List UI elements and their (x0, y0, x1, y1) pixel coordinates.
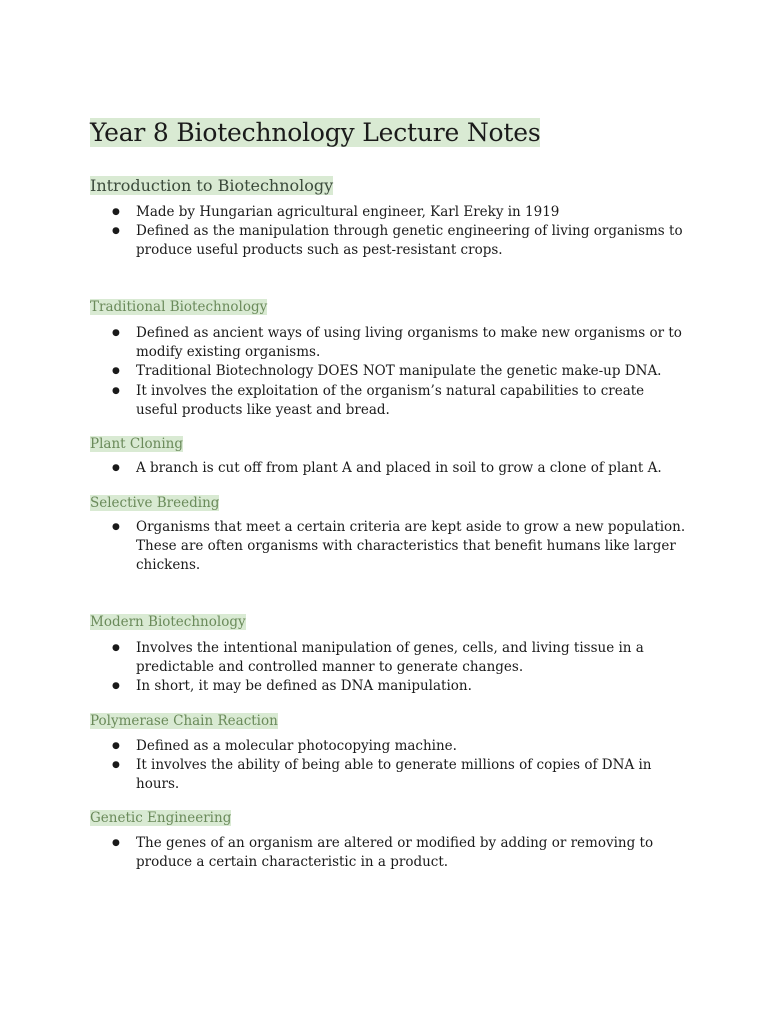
document-title: Year 8 Biotechnology Lecture Notes (90, 118, 541, 147)
list-item: ● Defined as ancient ways of using living organisms to make new organisms or to modify existing organisms. (90, 324, 690, 362)
list-item: ● Organisms that meet a certain criteria are kept aside to grow a new population. These are often organisms with characteristics that benefit humans like larger chickens. (90, 518, 690, 576)
list-introduction (90, 203, 690, 261)
list-plant-cloning (90, 459, 690, 478)
heading-genetic-engineering: Genetic Engineering (90, 810, 232, 826)
list-item: ● Traditional Biotechnology DOES NOT manipulate the genetic make-up DNA. (90, 362, 690, 381)
list-selective-breeding (90, 518, 690, 576)
heading-introduction: Introduction to Biotechnology (90, 176, 334, 195)
list-item: ● The genes of an organism are altered or modified by adding or removing to produce a certain characteristic in a product. (90, 834, 690, 872)
list-genetic-engineering (90, 834, 690, 872)
list-item: ● Made by Hungarian agricultural engineer, Karl Ereky in 1919 (90, 203, 690, 222)
list-item: ● Defined as a molecular photocopying machine. (90, 737, 690, 756)
list-item: ● It involves the exploitation of the organism’s natural capabilities to create useful products like yeast and bread. (90, 382, 690, 420)
list-polymerase-chain-reaction (90, 737, 690, 795)
heading-selective-breeding: Selective Breeding (90, 495, 220, 511)
heading-plant-cloning: Plant Cloning (90, 436, 183, 452)
list-modern-biotechnology (90, 639, 690, 697)
list-item: ● Involves the intentional manipulation of genes, cells, and living tissue in a predictable and controlled manner to generate changes. (90, 639, 690, 677)
heading-polymerase-chain-reaction: Polymerase Chain Reaction (90, 713, 278, 729)
list-item: ● Defined as the manipulation through genetic engineering of living organisms to produce useful products such as pest-resistant crops. (90, 222, 690, 260)
list-item: ● A branch is cut off from plant A and placed in soil to grow a clone of plant A. (90, 459, 690, 478)
heading-traditional-biotechnology: Traditional Biotechnology (90, 299, 268, 315)
heading-modern-biotechnology: Modern Biotechnology (90, 614, 246, 630)
list-traditional-biotechnology (90, 324, 690, 420)
list-item: ● In short, it may be defined as DNA manipulation. (90, 677, 690, 696)
list-item: ● It involves the ability of being able to generate millions of copies of DNA in hours. (90, 756, 690, 794)
